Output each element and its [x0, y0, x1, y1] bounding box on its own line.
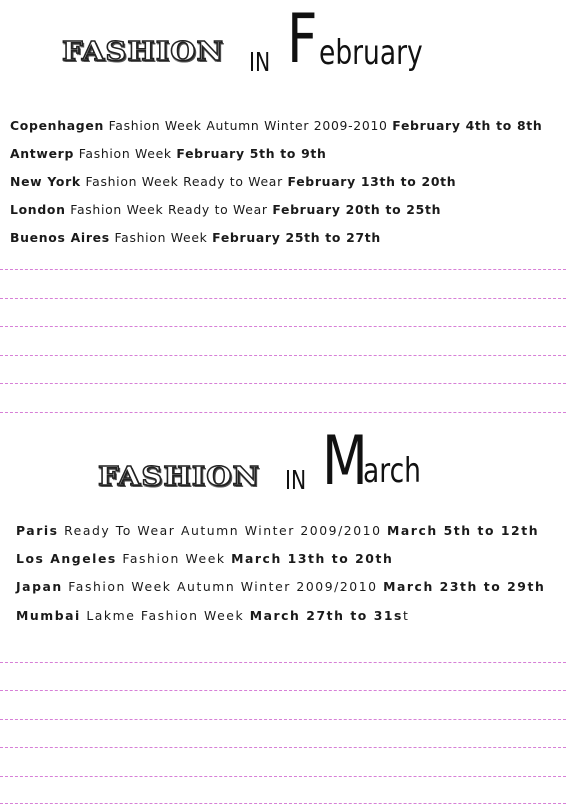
note-line [0, 776, 566, 777]
event-line: Mumbai Lakme Fashion Week March 27th to 31st [16, 608, 410, 623]
note-line [0, 803, 566, 804]
in-word: IN [285, 466, 307, 496]
event-line: London Fashion Week Ready to Wear February 20th to 25th [10, 202, 442, 217]
event-line: Buenos Aires Fashion Week February 25th to 27th [10, 230, 381, 245]
event-line: Japan Fashion Week Autumn Winter 2009/2010 March 23th to 29th [16, 579, 546, 594]
month-rest: arch [363, 451, 421, 491]
note-line [0, 298, 566, 299]
note-line [0, 326, 566, 327]
month-initial: M [322, 422, 368, 501]
note-line [0, 269, 566, 270]
event-line: New York Fashion Week Ready to Wear February 13th to 20th [10, 174, 457, 189]
event-line: Los Angeles Fashion Week March 13th to 20th [16, 551, 394, 566]
event-line: Paris Ready To Wear Autumn Winter 2009/2010 March 5th to 12th [16, 523, 540, 538]
month-initial: F [287, 0, 318, 79]
event-line: Copenhagen Fashion Week Autumn Winter 2009-2010 February 4th to 8th [10, 118, 543, 133]
note-line [0, 412, 566, 413]
note-line [0, 719, 566, 720]
note-line [0, 690, 566, 691]
note-line [0, 662, 566, 663]
note-line [0, 355, 566, 356]
in-word: IN [249, 48, 271, 78]
note-line [0, 383, 566, 384]
fashion-word: FASHION [62, 35, 225, 67]
month-rest: ebruary [319, 33, 423, 73]
note-line [0, 747, 566, 748]
fashion-word: FASHION [98, 460, 261, 492]
event-line: Antwerp Fashion Week February 5th to 9th [10, 146, 327, 161]
